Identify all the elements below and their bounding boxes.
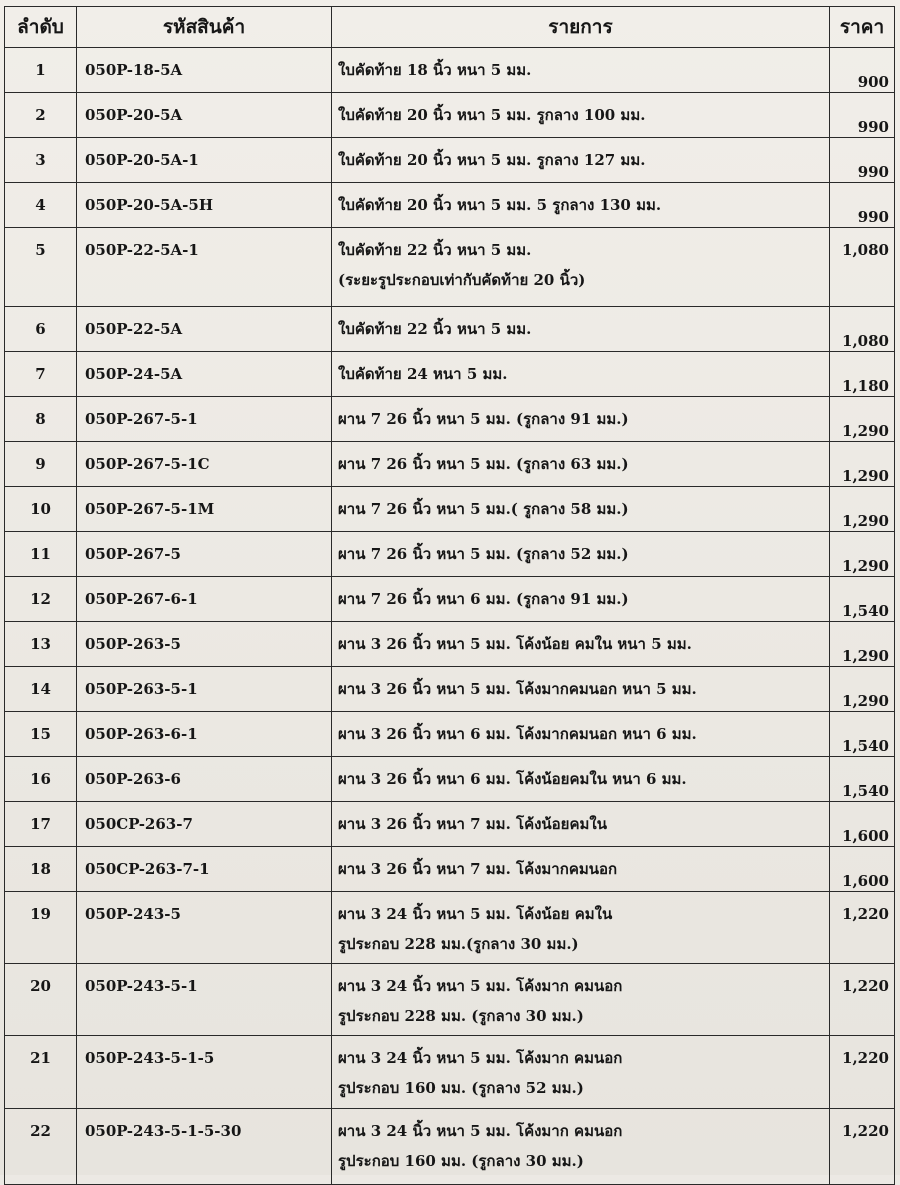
- description-line-2: รูประกอบ 160 มม. (รูกลาง 30 มม.): [338, 1152, 584, 1170]
- row-number: 11: [5, 532, 77, 577]
- product-description: [332, 93, 830, 138]
- table-row: [5, 964, 895, 1036]
- product-code: 050P-263-5: [77, 622, 332, 667]
- product-description: [332, 667, 830, 712]
- product-description: [332, 352, 830, 397]
- product-code: 050P-24-5A: [77, 352, 332, 397]
- product-price: 990: [830, 93, 895, 138]
- product-description: [332, 802, 830, 847]
- description-line-1: ใบคัดท้าย 20 นิ้ว หนา 5 มม. รูกลาง 127 มม.: [338, 151, 646, 169]
- description-line-1: ผาน 3 26 นิ้ว หนา 6 มม. โค้งมากคมนอก หนา 6 มม.: [338, 725, 697, 743]
- product-price: 1,290: [830, 532, 895, 577]
- product-description: [332, 532, 830, 577]
- row-number: 21: [5, 1036, 77, 1109]
- table-row: [5, 667, 895, 712]
- description-line-1: ผาน 3 26 นิ้ว หนา 5 มม. โค้งมากคมนอก หนา 5 มม.: [338, 680, 697, 698]
- product-description: [332, 487, 830, 532]
- product-price: 990: [830, 183, 895, 228]
- product-description: [332, 1109, 830, 1185]
- row-number: 14: [5, 667, 77, 712]
- description-line-1: ผาน 7 26 นิ้ว หนา 5 มม.( รูกลาง 58 มม.): [338, 500, 629, 518]
- table-row: [5, 802, 895, 847]
- product-description: [332, 138, 830, 183]
- description-line-1: ใบคัดท้าย 20 นิ้ว หนา 5 มม. 5 รูกลาง 130 มม.: [338, 196, 662, 214]
- description-line-1: ผาน 3 24 นิ้ว หนา 5 มม. โค้งมาก คมนอก: [338, 1122, 623, 1140]
- table-row: [5, 622, 895, 667]
- table-row: [5, 577, 895, 622]
- product-description: [332, 397, 830, 442]
- row-number: 18: [5, 847, 77, 892]
- table-row: [5, 183, 895, 228]
- header-name: รายการ: [332, 7, 830, 48]
- table-row: [5, 48, 895, 93]
- product-description: [332, 228, 830, 307]
- table-row: [5, 1109, 895, 1185]
- product-price: 1,540: [830, 577, 895, 622]
- row-number: 10: [5, 487, 77, 532]
- header-no: ลำดับ: [5, 7, 77, 48]
- product-price: 1,290: [830, 622, 895, 667]
- row-number: 22: [5, 1109, 77, 1185]
- table-row: [5, 228, 895, 307]
- row-number: 17: [5, 802, 77, 847]
- description-line-1: ใบคัดท้าย 24 หนา 5 มม.: [338, 365, 508, 383]
- price-table: [4, 6, 895, 1185]
- product-code: 050P-20-5A-5H: [77, 183, 332, 228]
- row-number: 6: [5, 307, 77, 352]
- product-description: [332, 964, 830, 1036]
- table-row: [5, 397, 895, 442]
- product-price: 1,540: [830, 712, 895, 757]
- product-code: 050P-243-5-1: [77, 964, 332, 1036]
- product-price: 1,290: [830, 442, 895, 487]
- description-line-1: ผาน 7 26 นิ้ว หนา 5 มม. (รูกลาง 52 มม.): [338, 545, 629, 563]
- product-price: 1,540: [830, 757, 895, 802]
- header-row: [5, 7, 895, 48]
- product-code: 050P-20-5A: [77, 93, 332, 138]
- row-number: 12: [5, 577, 77, 622]
- product-price: 1,290: [830, 397, 895, 442]
- product-code: 050P-22-5A-1: [77, 228, 332, 307]
- product-code: 050P-267-5: [77, 532, 332, 577]
- product-description: [332, 712, 830, 757]
- table-row: [5, 93, 895, 138]
- row-number: 2: [5, 93, 77, 138]
- product-code: 050P-243-5-1-5: [77, 1036, 332, 1109]
- product-code: 050P-243-5-1-5-30: [77, 1109, 332, 1185]
- product-code: 050P-267-5-1: [77, 397, 332, 442]
- product-code: 050P-267-6-1: [77, 577, 332, 622]
- table-row: [5, 532, 895, 577]
- product-description: [332, 1036, 830, 1109]
- product-price: 1,220: [830, 1036, 895, 1109]
- description-line-1: ผาน 3 24 นิ้ว หนา 5 มม. โค้งมาก คมนอก: [338, 977, 623, 995]
- product-price: 1,220: [830, 964, 895, 1036]
- product-code: 050CP-263-7: [77, 802, 332, 847]
- table-row: [5, 307, 895, 352]
- description-line-2: รูประกอบ 228 มม.(รูกลาง 30 มม.): [338, 935, 579, 953]
- row-number: 9: [5, 442, 77, 487]
- row-number: 19: [5, 892, 77, 964]
- table-row: [5, 442, 895, 487]
- row-number: 20: [5, 964, 77, 1036]
- product-description: [332, 183, 830, 228]
- product-price: 1,220: [830, 892, 895, 964]
- product-description: [332, 442, 830, 487]
- product-code: 050CP-263-7-1: [77, 847, 332, 892]
- product-price: 1,080: [830, 228, 895, 307]
- product-code: 050P-267-5-1C: [77, 442, 332, 487]
- row-number: 7: [5, 352, 77, 397]
- table-row: [5, 1036, 895, 1109]
- product-code: 050P-263-5-1: [77, 667, 332, 712]
- table-body: [5, 48, 895, 1185]
- row-number: 3: [5, 138, 77, 183]
- row-number: 15: [5, 712, 77, 757]
- row-number: 16: [5, 757, 77, 802]
- description-line-1: ผาน 3 26 นิ้ว หนา 5 มม. โค้งน้อย คมใน หนา 5 มม.: [338, 635, 692, 653]
- description-line-1: ใบคัดท้าย 22 นิ้ว หนา 5 มม.: [338, 241, 532, 259]
- product-description: [332, 577, 830, 622]
- description-line-1: ผาน 7 26 นิ้ว หนา 5 มม. (รูกลาง 91 มม.): [338, 410, 629, 428]
- product-description: [332, 847, 830, 892]
- product-code: 050P-263-6-1: [77, 712, 332, 757]
- header-code: รหัสสินค้า: [77, 7, 332, 48]
- row-number: 5: [5, 228, 77, 307]
- product-price: 1,600: [830, 802, 895, 847]
- description-line-2: รูประกอบ 160 มม. (รูกลาง 52 มม.): [338, 1079, 584, 1097]
- product-description: [332, 892, 830, 964]
- product-code: 050P-18-5A: [77, 48, 332, 93]
- description-line-1: ผาน 7 26 นิ้ว หนา 5 มม. (รูกลาง 63 มม.): [338, 455, 629, 473]
- product-code: 050P-243-5: [77, 892, 332, 964]
- table-row: [5, 892, 895, 964]
- product-description: [332, 307, 830, 352]
- product-price: 1,220: [830, 1109, 895, 1185]
- table-row: [5, 847, 895, 892]
- table-row: [5, 352, 895, 397]
- product-code: 050P-22-5A: [77, 307, 332, 352]
- description-line-1: ผาน 7 26 นิ้ว หนา 6 มม. (รูกลาง 91 มม.): [338, 590, 629, 608]
- product-code: 050P-263-6: [77, 757, 332, 802]
- product-description: [332, 622, 830, 667]
- table-row: [5, 487, 895, 532]
- table-row: [5, 757, 895, 802]
- product-description: [332, 757, 830, 802]
- row-number: 8: [5, 397, 77, 442]
- description-line-1: ผาน 3 26 นิ้ว หนา 6 มม. โค้งน้อยคมใน หนา 6 มม.: [338, 770, 687, 788]
- description-line-1: ผาน 3 26 นิ้ว หนา 7 มม. โค้งน้อยคมใน: [338, 815, 607, 833]
- product-code: 050P-20-5A-1: [77, 138, 332, 183]
- description-line-1: ใบคัดท้าย 22 นิ้ว หนา 5 มม.: [338, 320, 532, 338]
- product-price: 1,290: [830, 667, 895, 712]
- description-line-1: ผาน 3 26 นิ้ว หนา 7 มม. โค้งมากคมนอก: [338, 860, 618, 878]
- row-number: 1: [5, 48, 77, 93]
- product-description: [332, 48, 830, 93]
- description-line-1: ผาน 3 24 นิ้ว หนา 5 มม. โค้งน้อย คมใน: [338, 905, 613, 923]
- table-row: [5, 712, 895, 757]
- product-price: 1,180: [830, 352, 895, 397]
- product-price: 990: [830, 138, 895, 183]
- description-line-1: ใบคัดท้าย 20 นิ้ว หนา 5 มม. รูกลาง 100 มม.: [338, 106, 646, 124]
- description-line-2: รูประกอบ 228 มม. (รูกลาง 30 มม.): [338, 1007, 584, 1025]
- description-line-1: ผาน 3 24 นิ้ว หนา 5 มม. โค้งมาก คมนอก: [338, 1049, 623, 1067]
- header-price: ราคา: [830, 7, 895, 48]
- product-code: 050P-267-5-1M: [77, 487, 332, 532]
- product-price: 1,290: [830, 487, 895, 532]
- product-price: 1,600: [830, 847, 895, 892]
- product-price: 1,080: [830, 307, 895, 352]
- row-number: 4: [5, 183, 77, 228]
- row-number: 13: [5, 622, 77, 667]
- product-price: 900: [830, 48, 895, 93]
- table-row: [5, 138, 895, 183]
- description-line-1: ใบคัดท้าย 18 นิ้ว หนา 5 มม.: [338, 61, 532, 79]
- description-line-2: (ระยะรูประกอบเท่ากับคัดท้าย 20 นิ้ว): [338, 271, 586, 289]
